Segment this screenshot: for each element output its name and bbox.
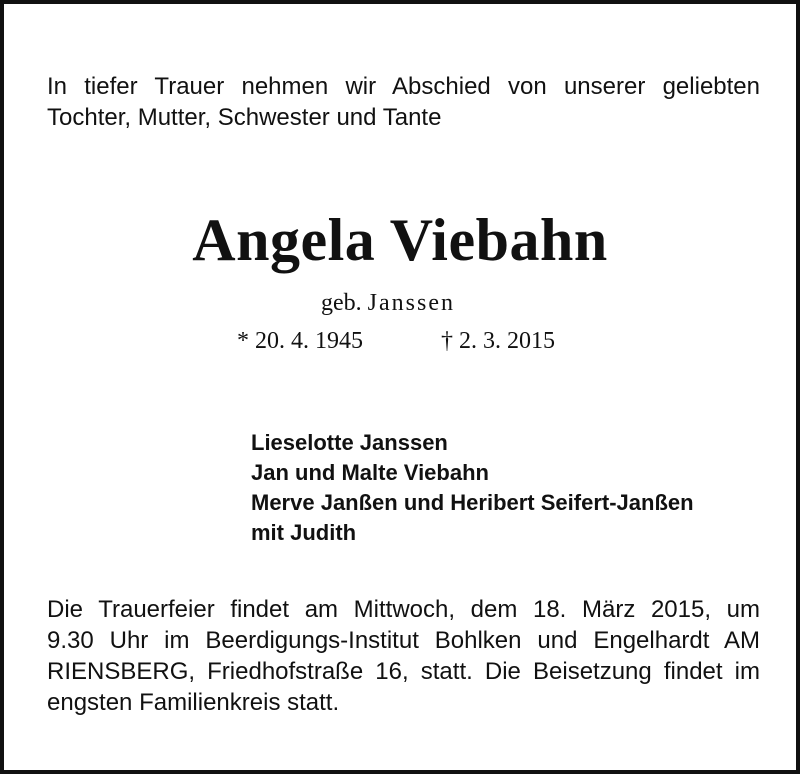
mourner-entry: Lieselotte Janssen — [251, 430, 448, 455]
funeral-info — [47, 594, 760, 718]
deceased-name: Angela Viebahn — [192, 207, 608, 273]
maiden-prefix: geb. — [321, 290, 362, 316]
mourner-entry: Merve Janßen und Heribert Seifert-Janßen — [251, 490, 694, 515]
funeral-line: 9.30 Uhr im Beerdigungs-Institut Bohlken und Engelhardt AM — [47, 627, 760, 654]
death-date: † 2. 3. 2015 — [441, 328, 555, 354]
intro-line: Tochter, Mutter, Schwester und Tante — [47, 104, 442, 131]
funeral-line: RIENSBERG, Friedhofstraße 16, statt. Die Beisetzung findet im — [47, 658, 760, 685]
funeral-line: engsten Familienkreis statt. — [47, 689, 340, 716]
mourner-entry: mit Judith — [251, 520, 357, 545]
funeral-line: Die Trauerfeier findet am Mittwoch, dem 18. März 2015, um — [47, 596, 760, 623]
intro-text — [47, 71, 760, 133]
maiden-name — [321, 288, 455, 318]
birth-date: * 20. 4. 1945 — [237, 328, 363, 354]
mourners-list — [251, 428, 694, 548]
intro-line: In tiefer Trauer nehmen wir Abschied von unserer geliebten — [47, 73, 760, 100]
mourner-entry: Jan und Malte Viebahn — [251, 460, 489, 485]
maiden-surname: Janssen — [367, 290, 455, 316]
